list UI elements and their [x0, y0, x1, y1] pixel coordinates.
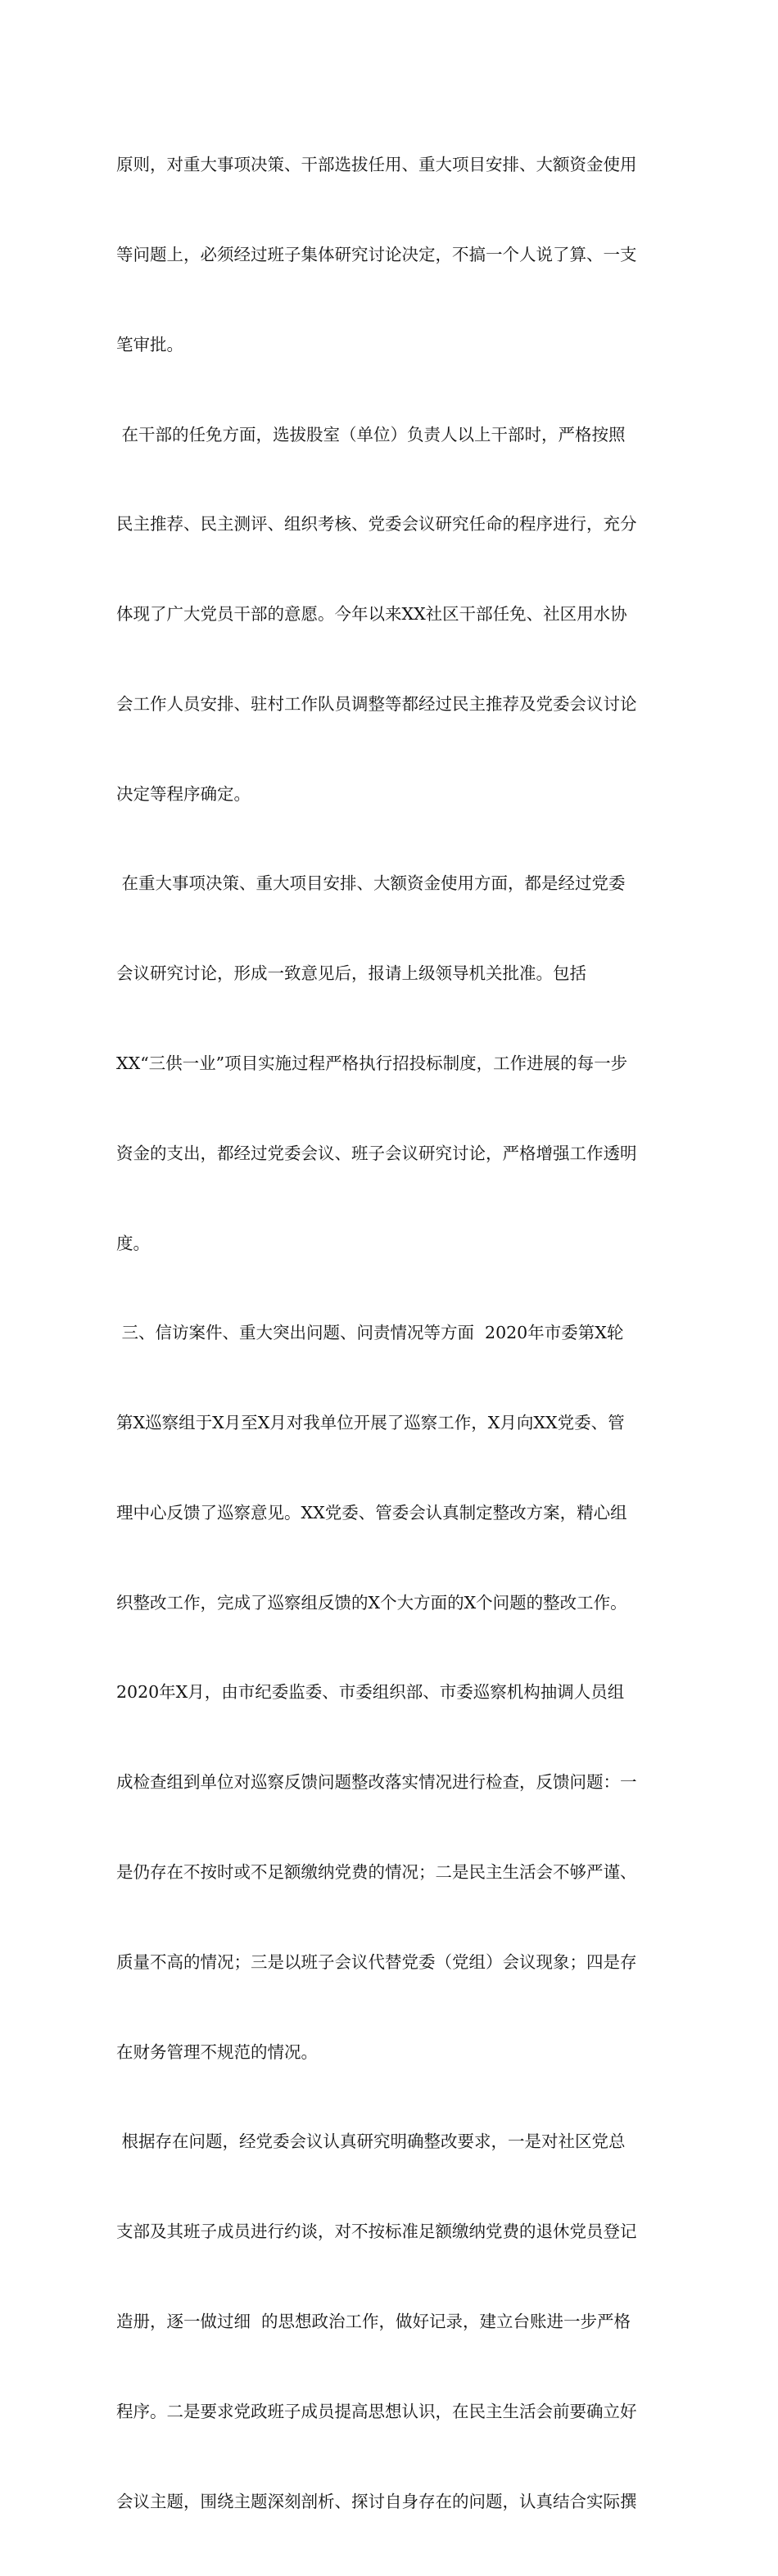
text-line: 会议主题，围绕主题深刻剖析、探讨自身存在的问题，认真结合实际撰 [116, 2491, 637, 2511]
text-line: 会工作人员安排、驻村工作队员调整等都经过民主推荐及党委会议讨论 [116, 693, 637, 714]
text-line: 在干部的任免方面，选拔股室（单位）负责人以上干部时，严格按照 [116, 424, 626, 444]
text-line: 理中心反馈了巡察意见。XX党委、管委会认真制定整改方案，精心组 [116, 1502, 627, 1523]
text-line: 程序。二是要求党政班子成员提高思想认识，在民主生活会前要确立好 [116, 2401, 637, 2421]
document-body [116, 90, 690, 2576]
text-line: 在重大事项决策、重大项目安排、大额资金使用方面，都是经过党委 [116, 873, 626, 894]
text-line: 织整改工作，完成了巡察组反馈的X个大方面的X个问题的整改工作。 [116, 1592, 627, 1613]
text-line: 质量不高的情况；三是以班子会议代替党委（党组）会议现象；四是存 [116, 1951, 637, 1972]
text-line: 2020年X月，由市纪委监委、市委组织部、市委巡察机构抽调人员组 [116, 1682, 625, 1703]
text-line: 三、信访案件、重大突出问题、问责情况等方面 2020年市委第X轮 [116, 1323, 624, 1343]
text-line: 原则，对重大事项决策、干部选拔任用、重大项目安排、大额资金使用 [116, 155, 637, 175]
text-line: 度。 [116, 1233, 150, 1253]
text-line: 体现了广大党员干部的意愿。今年以来XX社区干部任免、社区用水协 [116, 604, 627, 625]
text-line: 成检查组到单位对巡察反馈问题整改落实情况进行检查，反馈问题：一 [116, 1772, 637, 1793]
text-line: 笔审批。 [116, 334, 183, 354]
text-line: 民主推荐、民主测评、组织考核、党委会议研究任命的程序进行，充分 [116, 514, 637, 535]
text-line: XX“三供一业”项目实施过程严格执行招投标制度，工作进展的每一步 [116, 1053, 628, 1073]
text-line: 资金的支出，都经过党委会议、班子会议研究讨论，严格增强工作透明 [116, 1143, 637, 1163]
text-line: 在财务管理不规范的情况。 [116, 2041, 318, 2062]
text-line: 等问题上，必须经过班子集体研究讨论决定，不搞一个人说了算、一支 [116, 244, 637, 264]
text-line: 决定等程序确定。 [116, 783, 251, 804]
text-line: 会议研究讨论，形成一致意见后，报请上级领导机关批准。包括 [116, 963, 586, 984]
text-line: 支部及其班子成员进行约谈，对不按标准足额缴纳党费的退休党员登记 [116, 2222, 637, 2242]
text-line: 造册，逐一做过细 的思想政治工作，做好记录，建立台账进一步严格 [116, 2311, 631, 2331]
text-line: 根据存在问题，经党委会议认真研究明确整改要求，一是对社区党总 [116, 2132, 626, 2152]
text-line: 第X巡察组于X月至X月对我单位开展了巡察工作，X月向XX党委、管 [116, 1413, 625, 1433]
text-line: 是仍存在不按时或不足额缴纳党费的情况；二是民主生活会不够严谨、 [116, 1862, 637, 1883]
